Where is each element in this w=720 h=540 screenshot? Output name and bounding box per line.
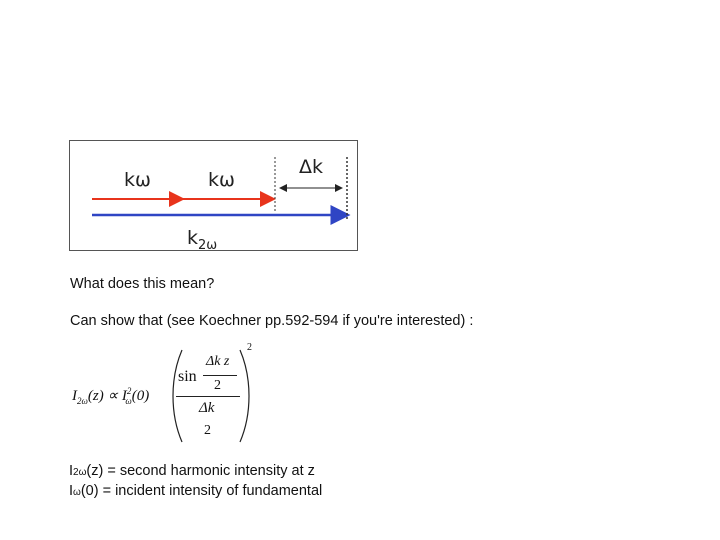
eq-lhs: $I_{2\omega}(z) \propto I^2_\omega(0)$	[72, 386, 150, 406]
eq-num-top: Δk z	[206, 354, 230, 369]
definition-fundamental: Iω(0) = incident intensity of fundamental	[69, 483, 323, 499]
eq-den-bottom: 2	[204, 423, 211, 438]
right-paren	[234, 348, 254, 444]
statement-text: Can show that (see Koechner pp.592-594 if you're interested) :	[70, 313, 474, 329]
phase-mismatch-diagram	[69, 140, 358, 251]
k-omega-label-1: kω	[124, 169, 151, 191]
definition-second-harmonic: I2ω(z) = second harmonic intensity at z	[69, 463, 315, 479]
eq-den-top: Δk	[199, 400, 215, 416]
delta-k-label: Δk	[299, 156, 324, 178]
inner-fraction-bar	[203, 375, 237, 376]
second-harmonic-equation	[72, 342, 282, 443]
eq-num-bottom: 2	[214, 378, 221, 393]
outer-fraction-bar	[176, 396, 240, 397]
eq-power: 2	[247, 342, 252, 353]
question-text: What does this mean?	[70, 276, 215, 292]
k-omega-label-2: kω	[208, 169, 235, 191]
eq-sin: sin	[178, 368, 197, 385]
k-2omega-label: $k_{2\omega}$	[187, 227, 218, 253]
